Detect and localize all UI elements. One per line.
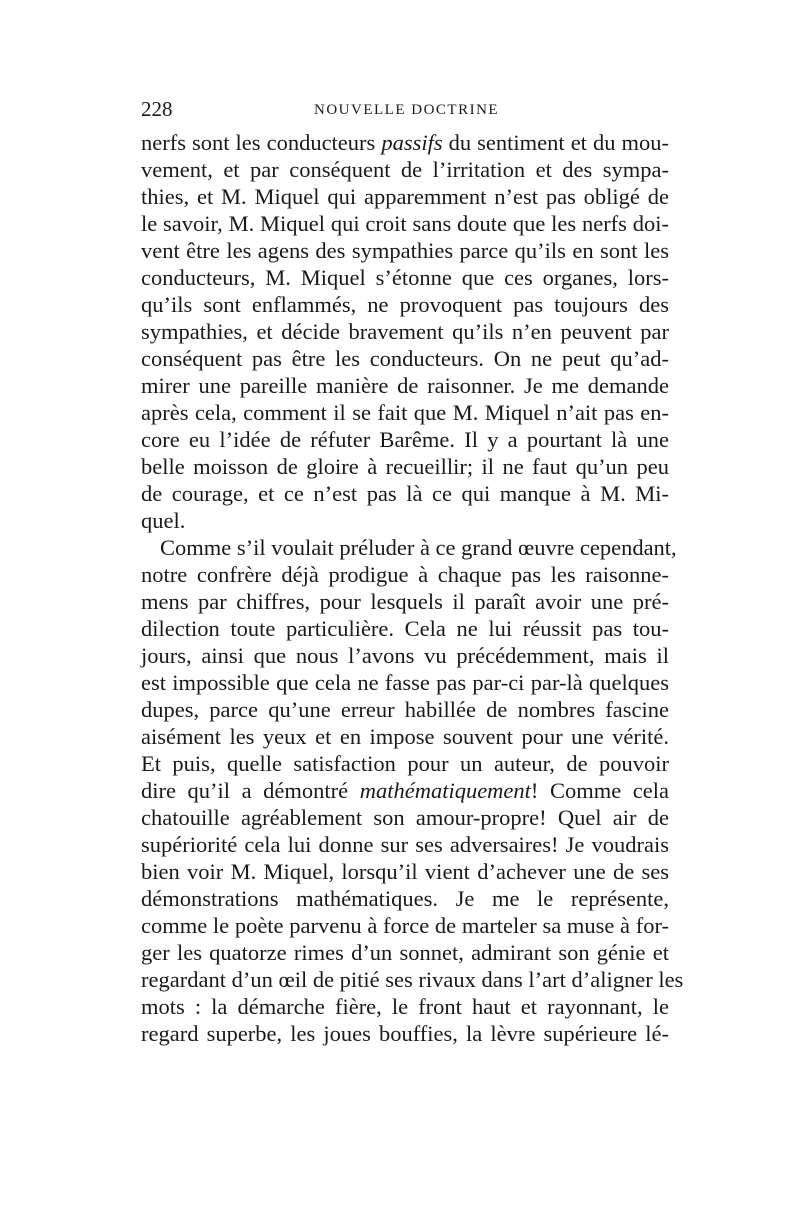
text-line: mens par chiffres, pour lesquels il paraît avoir une pré- bbox=[141, 589, 669, 614]
text-line: est impossible que cela ne fasse pas par-ci par-là quelques bbox=[141, 670, 669, 695]
text-line: démonstrations mathématiques. Je me le représente, bbox=[141, 886, 669, 911]
text-line: dire qu’il a démontré mathématiquement! Comme cela bbox=[141, 778, 670, 803]
text-line: nerfs sont les conducteurs passifs du sentiment et du mou- bbox=[141, 130, 669, 155]
text-line: Et puis, quelle satisfaction pour un auteur, de pouvoir bbox=[141, 751, 669, 776]
text-line: après cela, comment il se fait que M. Miquel n’ait pas en- bbox=[141, 400, 669, 425]
text-line: supériorité cela lui donne sur ses adversaires! Je voudrais bbox=[141, 832, 669, 857]
text-line: conséquent pas être les conducteurs. On ne peut qu’ad- bbox=[141, 346, 669, 371]
text-line: le savoir, M. Miquel qui croit sans doute que les nerfs doi- bbox=[141, 211, 669, 236]
text-line: aisément les yeux et en impose souvent pour une vérité. bbox=[141, 724, 669, 749]
text-line: bien voir M. Miquel, lorsqu’il vient d’achever une de ses bbox=[141, 859, 669, 884]
text-line: belle moisson de gloire à recueillir; il ne faut qu’un peu bbox=[141, 454, 669, 479]
text-line: core eu l’idée de réfuter Barême. Il y a pourtant là une bbox=[141, 427, 669, 452]
text-line: quel. bbox=[141, 508, 186, 533]
page-number: 228 bbox=[141, 97, 173, 121]
text-line: Comme s’il voulait préluder à ce grand œuvre cependant, bbox=[160, 535, 677, 560]
text-line: notre confrère déjà prodigue à chaque pas les raisonne- bbox=[141, 562, 669, 587]
text-line: jours, ainsi que nous l’avons vu précédemment, mais il bbox=[141, 643, 669, 668]
text-line: qu’ils sont enflammés, ne provoquent pas toujours des bbox=[141, 292, 669, 317]
text-line: dilection toute particulière. Cela ne lui réussit pas tou- bbox=[141, 616, 669, 641]
text-line: regard superbe, les joues bouffies, la lèvre supérieure lé- bbox=[141, 1021, 669, 1046]
page-header bbox=[141, 96, 669, 122]
running-title: NOUVELLE DOCTRINE bbox=[314, 102, 500, 118]
text-line: conducteurs, M. Miquel s’étonne que ces organes, lors- bbox=[141, 265, 669, 290]
text-line: chatouille agréablement son amour-propre! Quel air de bbox=[141, 805, 669, 830]
text-line: comme le poète parvenu à force de marteler sa muse à for- bbox=[141, 913, 669, 938]
text-line: vement, et par conséquent de l’irritation et des sympa- bbox=[141, 157, 669, 182]
text-line: sympathies, et décide bravement qu’ils n’en peuvent par bbox=[141, 319, 669, 344]
text-line: regardant d’un œil de pitié ses rivaux dans l’art d’aligner les bbox=[141, 967, 684, 992]
text-line: mots : la démarche fière, le front haut et rayonnant, le bbox=[141, 994, 669, 1019]
text-line: de courage, et ce n’est pas là ce qui manque à M. Mi- bbox=[141, 481, 669, 506]
text-line: vent être les agens des sympathies parce qu’ils en sont les bbox=[141, 238, 669, 263]
text-line: dupes, parce qu’une erreur habillée de nombres fascine bbox=[141, 697, 669, 722]
text-line: thies, et M. Miquel qui apparemment n’est pas obligé de bbox=[141, 184, 669, 209]
text-line: ger les quatorze rimes d’un sonnet, admirant son génie et bbox=[141, 940, 669, 965]
text-line: mirer une pareille manière de raisonner. Je me demande bbox=[141, 373, 669, 398]
